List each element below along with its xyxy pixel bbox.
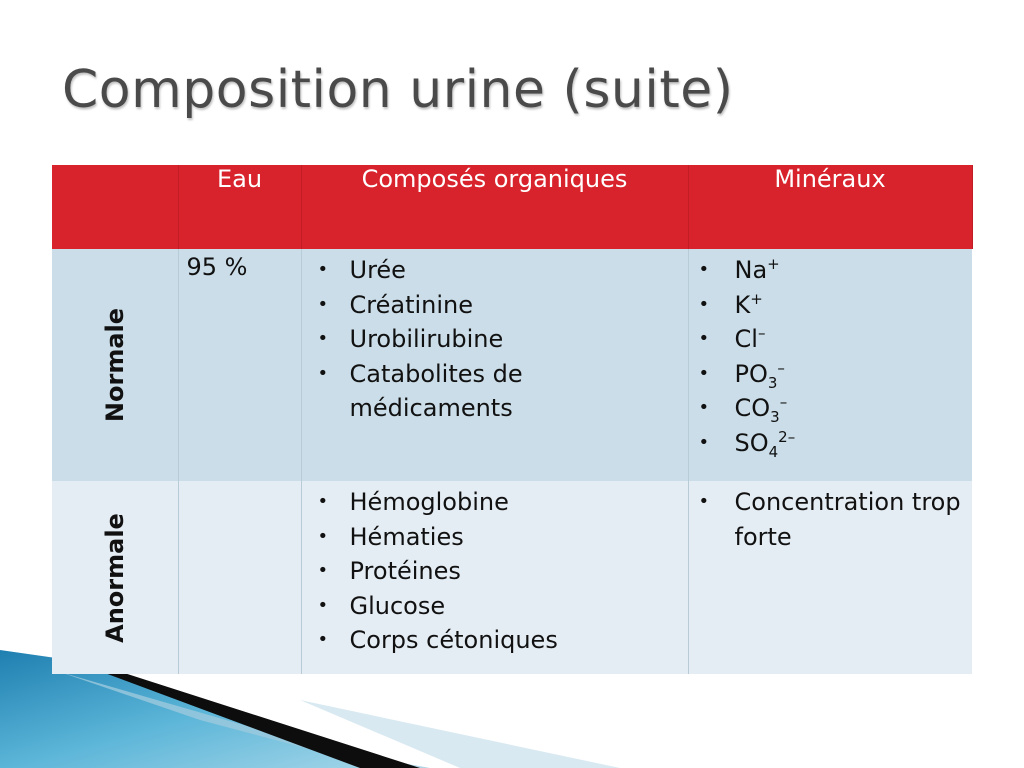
bullet-icon: • [317,293,329,315]
bullet-icon: • [698,328,710,349]
list-item [302,288,688,323]
list-item [302,589,688,624]
mineraux-list-normale [689,249,973,460]
superscript: 2– [778,427,796,446]
list-item-text: Na [734,256,768,284]
header-eau: Eau [178,165,301,249]
eau-value-anormale [178,481,301,674]
urine-composition-table [52,165,973,674]
bullet-icon: • [317,328,329,349]
list-item-text: Cl [734,325,758,353]
header-organiques: Composés organiques [301,165,688,249]
organiques-list-normale [302,249,688,426]
list-item-text: CO [734,394,771,422]
header-mineraux: Minéraux [688,165,972,249]
list-item-text: K [734,290,751,319]
bullet-icon: • [317,491,329,512]
table-row-anormale [52,481,972,674]
list-item-text: Hématies [349,522,464,551]
list-item [302,253,688,288]
table-header-row [52,165,972,249]
list-item [302,520,688,555]
list-item [689,288,973,323]
superscript: – [757,324,766,342]
organiques-cell-anormale [301,481,688,674]
bullet-icon: • [317,362,329,384]
bullet-icon: • [317,560,329,581]
eau-value-normale: 95 % [178,249,301,481]
bullet-icon: • [698,431,710,453]
list-item-text: Glucose [349,591,446,620]
list-item [689,426,973,461]
bullet-icon: • [698,259,710,280]
list-item-text: Urobilirubine [349,325,504,353]
list-item-text: Protéines [349,557,461,585]
table-row-normale [52,249,972,481]
list-item [689,391,973,426]
list-item [302,322,688,357]
list-item [689,485,973,554]
list-item [689,322,973,357]
mineraux-cell-anormale [688,481,972,674]
row-label-cell [52,249,178,481]
bullet-icon: • [698,362,710,384]
subscript: 4 [768,442,779,461]
mineraux-list-anormale [689,481,973,554]
list-item [302,357,688,426]
list-item [689,357,973,392]
row-label-cell [52,481,178,674]
list-item [302,623,688,658]
bullet-icon: • [698,293,710,315]
list-item-text: SO [734,428,769,457]
list-item [302,554,688,589]
bullet-icon: • [317,525,329,547]
list-item-text: Urée [349,256,406,284]
bullet-icon: • [698,397,710,418]
list-item [302,485,688,520]
list-item-text: PO [734,359,768,388]
list-item [689,253,973,288]
superscript: + [767,255,780,273]
row-label-anormale: Anormale [100,512,129,643]
subscript: 3 [767,373,778,392]
row-label-normale: Normale [100,307,129,423]
list-item-text: Concentration trop forte [734,488,961,551]
organiques-list-anormale [302,481,688,658]
subscript: 3 [770,407,780,426]
list-item-text: Créatinine [349,290,474,319]
header-empty [52,165,178,249]
list-item-text: Corps cétoniques [349,626,558,654]
list-item-text: Hémoglobine [349,488,509,516]
bullet-icon: • [317,259,329,280]
bullet-icon: • [698,491,710,512]
superscript: + [750,289,763,308]
mineraux-cell-normale [688,249,972,481]
superscript: – [777,358,785,377]
superscript: – [779,393,788,411]
bullet-icon: • [317,629,329,650]
organiques-cell-normale [301,249,688,481]
slide-title: Composition urine (suite) [62,60,734,120]
list-item-text: Catabolites de médicaments [349,359,523,422]
bullet-icon: • [317,594,329,616]
